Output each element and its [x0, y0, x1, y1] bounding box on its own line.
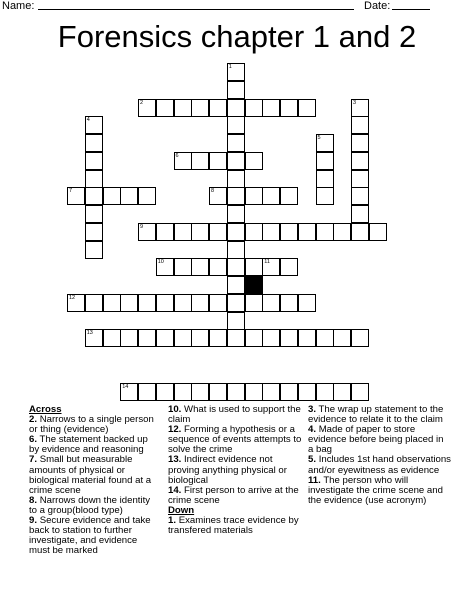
clue-number: 2: [140, 99, 144, 106]
grid-cell[interactable]: [209, 329, 227, 347]
grid-cell[interactable]: [369, 223, 387, 241]
clue-number: 7: [69, 188, 73, 195]
grid-cell[interactable]: [227, 312, 245, 330]
clue-number: 10: [157, 259, 164, 266]
grid-cell[interactable]: [174, 223, 192, 241]
grid-cell[interactable]: [227, 294, 245, 312]
grid-cell[interactable]: [262, 383, 280, 401]
clue-number: 11: [264, 259, 270, 266]
grid-cell[interactable]: [280, 187, 298, 205]
grid-cell[interactable]: [227, 63, 245, 81]
grid-cell[interactable]: [156, 223, 174, 241]
clue-number: 4: [86, 117, 90, 124]
grid-cell[interactable]: [298, 383, 316, 401]
grid-cell[interactable]: [245, 383, 263, 401]
grid-cell[interactable]: [316, 329, 334, 347]
grid-cell[interactable]: [280, 383, 298, 401]
grid-cell[interactable]: [156, 258, 174, 276]
grid-cell[interactable]: [262, 99, 280, 117]
grid-cell[interactable]: [191, 383, 209, 401]
grid-cell[interactable]: [191, 152, 209, 170]
grid-cell[interactable]: [156, 329, 174, 347]
grid-cell[interactable]: [85, 170, 103, 188]
grid-cell[interactable]: [85, 329, 103, 347]
grid-cell[interactable]: [298, 99, 316, 117]
clue-across-10: 10. What is used to support the claim: [168, 404, 301, 426]
name-label: Name:: [2, 0, 35, 12]
grid-cell[interactable]: [333, 383, 351, 401]
grid-cell[interactable]: [191, 99, 209, 117]
grid-cell[interactable]: [245, 294, 263, 312]
clue-down-11: 11. The person who will investigate the crime scene and the evidence (use acronym): [308, 474, 443, 506]
grid-cell[interactable]: [174, 152, 192, 170]
grid-cell[interactable]: [316, 152, 334, 170]
grid-cell[interactable]: [298, 329, 316, 347]
grid-cell[interactable]: [316, 134, 334, 152]
grid-cell[interactable]: [245, 223, 263, 241]
grid-cell[interactable]: [245, 329, 263, 347]
grid-cell[interactable]: [138, 223, 156, 241]
grid-cell[interactable]: [227, 134, 245, 152]
grid-cell[interactable]: [120, 294, 138, 312]
grid-cell[interactable]: [103, 329, 121, 347]
clue-number: 3: [353, 99, 357, 106]
clue-across-12: 12. Forming a hypothesis or a sequence of events attempts to solve the crime: [168, 424, 302, 456]
grid-cell[interactable]: [227, 187, 245, 205]
grid-cell[interactable]: [280, 258, 298, 276]
grid-cell[interactable]: [316, 170, 334, 188]
grid-cell[interactable]: [351, 223, 369, 241]
grid-cell[interactable]: [209, 294, 227, 312]
clue-number: 5: [317, 135, 321, 141]
grid-cell[interactable]: [227, 258, 245, 276]
grid-cell[interactable]: [138, 383, 156, 401]
grid-cell[interactable]: [138, 294, 156, 312]
grid-cell[interactable]: [316, 383, 334, 401]
grid-cell[interactable]: [351, 170, 369, 188]
grid-cell[interactable]: [262, 187, 280, 205]
grid-cell[interactable]: [156, 99, 174, 117]
grid-cell[interactable]: [351, 99, 369, 117]
grid-cell[interactable]: [67, 187, 85, 205]
clue-number: 14: [122, 383, 129, 390]
clue-down-1: 1. Examines trace evidence by transfered materials: [168, 515, 299, 537]
grid-cell[interactable]: [351, 187, 369, 205]
grid-cell[interactable]: [120, 187, 138, 205]
puzzle-title: Forensics chapter 1 and 2: [57, 19, 417, 54]
grid-cell[interactable]: [85, 205, 103, 223]
grid-cell[interactable]: [333, 223, 351, 241]
grid-cell[interactable]: [298, 294, 316, 312]
grid-cell[interactable]: [280, 294, 298, 312]
grid-cell[interactable]: [245, 187, 263, 205]
grid-cell[interactable]: [227, 152, 245, 170]
grid-cell[interactable]: [316, 223, 334, 241]
black-cell: [245, 276, 263, 294]
grid-cell[interactable]: [351, 116, 369, 134]
clue-column-1: [29, 405, 159, 556]
clue-number: 6: [175, 152, 179, 159]
grid-cell[interactable]: [280, 329, 298, 347]
grid-cell[interactable]: [85, 187, 103, 205]
grid-cell[interactable]: [227, 276, 245, 294]
grid-cell[interactable]: [227, 81, 245, 99]
clue-down-3: 3. The wrap up statement to the evidence to relate it to the claim: [308, 404, 444, 426]
across-heading: Across: [29, 404, 62, 415]
clue-number: 1: [228, 64, 232, 70]
grid-cell[interactable]: [227, 116, 245, 134]
grid-cell[interactable]: [227, 241, 245, 259]
down-heading: Down: [168, 504, 195, 516]
grid-cell[interactable]: [351, 134, 369, 152]
grid-cell[interactable]: [85, 223, 103, 241]
grid-cell[interactable]: [351, 205, 369, 223]
grid-cell[interactable]: [174, 99, 192, 117]
grid-cell[interactable]: [209, 383, 227, 401]
grid-cell[interactable]: [245, 152, 263, 170]
clue-number: 9: [140, 223, 144, 230]
clue-down-4: 4. Made of paper to store evidence before being placed in a bag: [308, 424, 444, 456]
grid-cell[interactable]: [103, 294, 121, 312]
clue-across-6: 6. The statement backed up by evidence and reasoning: [29, 434, 148, 456]
date-label: Date:: [364, 0, 391, 12]
grid-cell[interactable]: [333, 329, 351, 347]
grid-cell[interactable]: [191, 223, 209, 241]
clue-across-14: 14. First person to arrive at the crime scene: [168, 484, 299, 506]
grid-cell[interactable]: [156, 383, 174, 401]
clue-across-13: 13. Indirect evidence not proving anything physical or biological: [168, 454, 287, 486]
clue-column-3: [308, 405, 451, 506]
grid-cell[interactable]: [174, 383, 192, 401]
grid-cell[interactable]: [262, 329, 280, 347]
grid-cell[interactable]: [67, 294, 85, 312]
grid-cell[interactable]: [351, 329, 369, 347]
grid-cell[interactable]: [174, 329, 192, 347]
grid-cell[interactable]: [85, 241, 103, 259]
grid-cell[interactable]: [85, 134, 103, 152]
grid-cell[interactable]: [85, 116, 103, 134]
grid-cell[interactable]: [138, 329, 156, 347]
grid-cell[interactable]: [227, 329, 245, 347]
grid-cell[interactable]: [138, 99, 156, 117]
clue-across-7: 7. Small but measurable amounts of physical or biological material found at a crime scene: [29, 454, 152, 496]
grid-cell[interactable]: [174, 294, 192, 312]
grid-cell[interactable]: [85, 152, 103, 170]
grid-cell[interactable]: [262, 258, 280, 276]
grid-cell[interactable]: [227, 99, 245, 117]
grid-cell[interactable]: [156, 294, 174, 312]
grid-cell[interactable]: [351, 152, 369, 170]
grid-cell[interactable]: [227, 223, 245, 241]
clue-number: 8: [211, 188, 215, 195]
grid-cell[interactable]: [351, 383, 369, 401]
grid-cell[interactable]: [280, 223, 298, 241]
clue-across-8: 8. Narrows down the identity to a group(blood type): [29, 494, 151, 516]
grid-cell[interactable]: [298, 223, 316, 241]
grid-cell[interactable]: [227, 205, 245, 223]
grid-cell[interactable]: [262, 223, 280, 241]
grid-cell[interactable]: [209, 258, 227, 276]
grid-cell[interactable]: [262, 294, 280, 312]
grid-cell[interactable]: [245, 258, 263, 276]
grid-cell[interactable]: [85, 294, 103, 312]
grid-cell[interactable]: [103, 187, 121, 205]
grid-cell[interactable]: [227, 170, 245, 188]
grid-cell[interactable]: [191, 294, 209, 312]
grid-cell[interactable]: [209, 187, 227, 205]
clue-across-2: 2. Narrows to a single person or thing (evidence): [29, 414, 154, 436]
grid-cell[interactable]: [191, 258, 209, 276]
grid-cell[interactable]: [245, 99, 263, 117]
clue-across-9: 9. Secure evidence and take back to station to further investigate, and evidence must be marked: [29, 515, 151, 557]
grid-cell[interactable]: [191, 329, 209, 347]
grid-cell[interactable]: [280, 99, 298, 117]
grid-cell[interactable]: [138, 187, 156, 205]
grid-cell[interactable]: [174, 258, 192, 276]
grid-cell[interactable]: [120, 329, 138, 347]
clue-number: 13: [86, 330, 93, 337]
clue-number: 12: [69, 294, 76, 301]
clue-column-2: [168, 405, 304, 536]
grid-cell[interactable]: [209, 223, 227, 241]
grid-cell[interactable]: [227, 383, 245, 401]
clue-down-5: 5. Includes 1st hand observations and/or eyewitness as evidence: [308, 454, 451, 476]
grid-cell[interactable]: [209, 152, 227, 170]
grid-cell[interactable]: [209, 99, 227, 117]
grid-cell[interactable]: [316, 187, 334, 205]
grid-cell[interactable]: [120, 383, 138, 401]
